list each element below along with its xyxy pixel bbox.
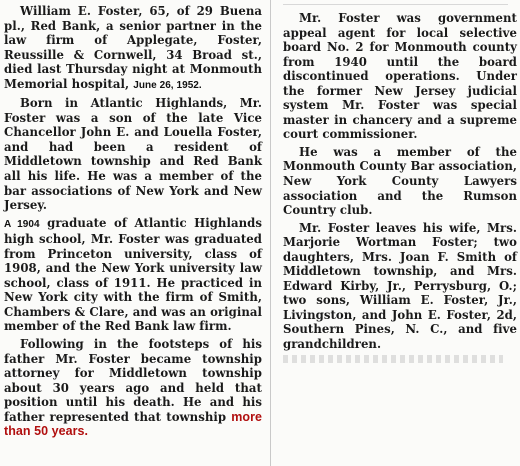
obituary-text-1: William E. Foster, 65, of 29 Buena pl., Red Bank, a senior partner in the law firm of Applegate, Foster, Reussille & Cornwell, 34 Broad st., died last Thursday night at Monmouth Memorial hospital,: [4, 4, 262, 91]
handwritten-date-note: June 26, 1952.: [133, 79, 202, 91]
obituary-text-4: Following in the footsteps of his father Mr. Foster became township attorney for Middletown township about 30 years ago and held that position until his death. He and his father represented that township: [4, 337, 262, 424]
obituary-paragraph-7: Mr. Foster leaves his wife, Mrs. Marjorie Wortman Foster; two daughters, Mrs. Joan F. Smith of Middletown township, and Mrs. Edward Kirby, Jr., Perrysburg, O.; two sons, William E. Foster, Jr., Livingston, and John E. Foster, 2d, Southern Pines, N. C., and five grandchildren.: [283, 220, 517, 352]
red-annotation-note: more than 50 years.: [4, 409, 262, 439]
obituary-paragraph-4: [4, 337, 262, 439]
obituary-paragraph-1: [4, 4, 262, 93]
cut-off-text-line: [283, 355, 503, 363]
top-rule: [283, 4, 508, 5]
obituary-paragraph-2: Born in Atlantic Highlands, Mr. Foster was a son of the late Vice Chancellor John E. and Louella Foster, and had been a resident of Middletown township and Red Bank all his life. He was a member of the bar associations of New York and New Jersey.: [4, 96, 262, 213]
column-divider: [270, 0, 271, 466]
right-column: [283, 4, 517, 363]
inserted-year-note: A 1904: [4, 218, 40, 230]
obituary-paragraph-6: He was a member of the Monmouth County Bar association, New York County Lawyers association and the Rumson Country club.: [283, 144, 517, 218]
obituary-text-3: graduate of Atlantic Highlands high school, Mr. Foster was graduated from Princeton university, class of 1908, and the New York university law school, class of 1911. He practiced in New York city with the firm of Smith, Chambers & Clare, and was an original member of the Red Bank law firm.: [4, 215, 262, 334]
obituary-paragraph-5: Mr. Foster was government appeal agent for local selective board No. 2 for Monmouth county from 1940 until the board discontinued operations. Under the former New Jersey judicial system Mr. Foster was special master in chancery and a supreme court commissioner.: [283, 11, 517, 142]
obituary-paragraph-3: [4, 216, 262, 334]
left-column: [4, 4, 262, 442]
